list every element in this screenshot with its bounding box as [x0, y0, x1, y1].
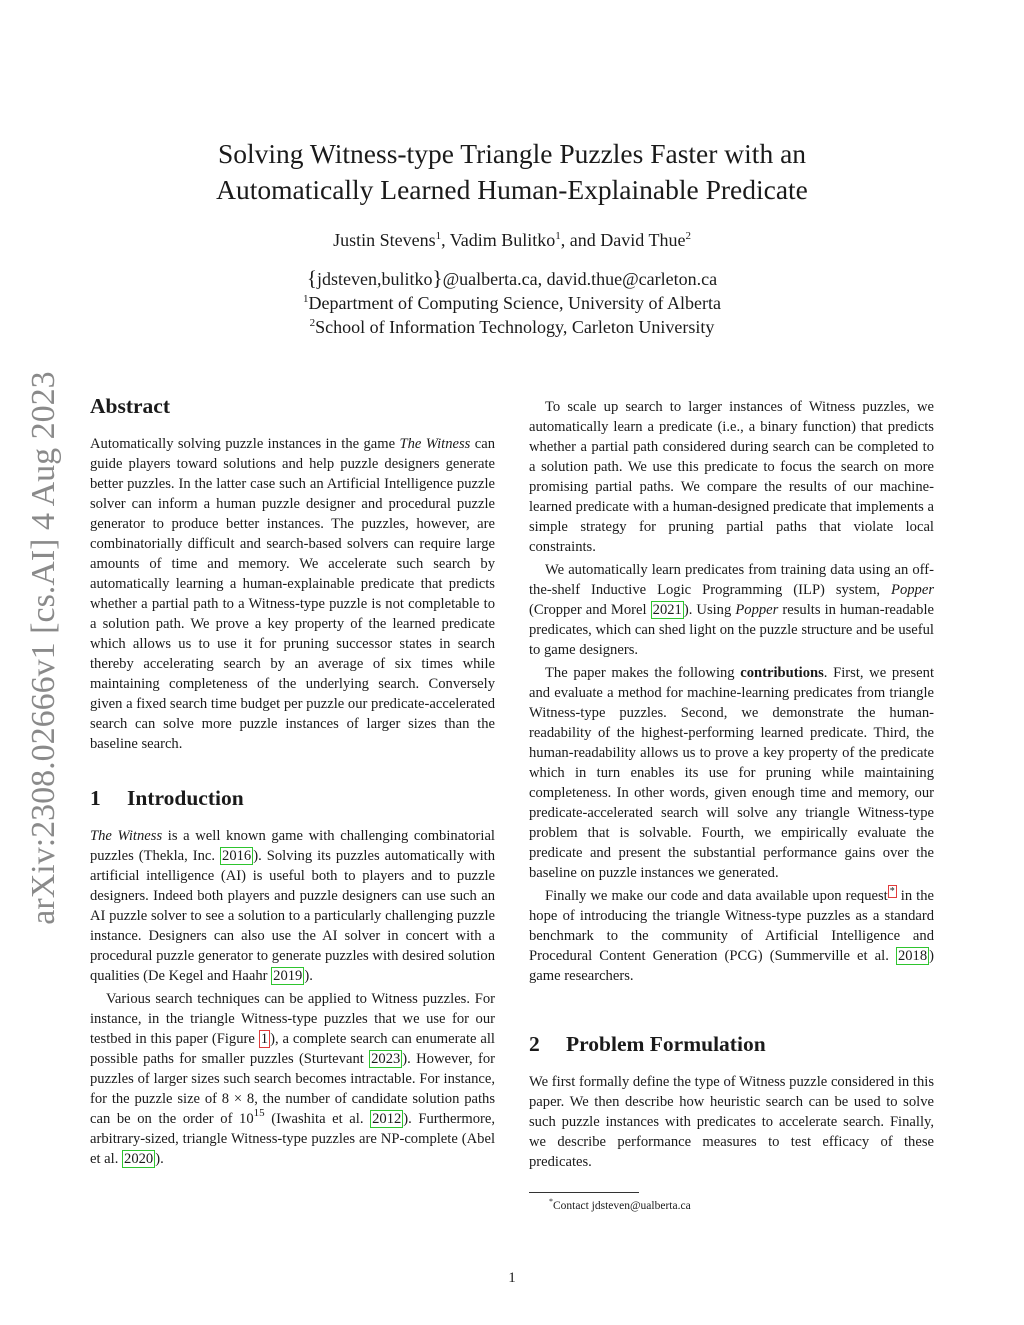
- abstract-text-part: Automatically solving puzzle instances in the game: [90, 436, 400, 452]
- paragraph-text: Various search techniques can be applied to Witness puzzles. For instance, in the triangle Witness-type puzzles that we use for our testbed in this paper (Figure: [90, 991, 495, 1047]
- math-exponent: 15: [253, 1107, 265, 1119]
- paragraph-text: ). Solving its puzzles automatically with artificial intelligence (AI) is useful both to players and to puzzle designers. Indeed both players and puzzle designers can use such an AI puzzle solver to see a solution to a particularly challenging puzzle instance. Designers can also use the AI solver in concert with a procedural puzzle generator to generate puzzles with desired solution qualities (De Kegel and Haahr: [90, 848, 495, 984]
- emphasis-contributions: contributions: [740, 665, 824, 681]
- figure-reference-link[interactable]: 1: [260, 1031, 269, 1047]
- section-heading-problem-formulation: [529, 1030, 934, 1058]
- paragraph-text: (Iwashita et al.: [264, 1111, 371, 1127]
- abstract-heading: Abstract: [90, 394, 171, 418]
- intro-paragraph-1: [90, 826, 495, 986]
- author-name: Justin Stevens: [333, 230, 436, 250]
- paragraph-text: ) game researchers.: [529, 948, 934, 984]
- paper-title: [0, 136, 1024, 208]
- math-expression: 8 × 8: [221, 1091, 255, 1107]
- affiliation-line: [0, 315, 1024, 339]
- footnote-divider: [529, 1192, 639, 1193]
- paragraph-text: in the hope of introducing the triangle Witness-type puzzles as a standard benchmark to the community of Artificial Intelligence and Procedural Content Generation (PCG) (Summerville et al.: [529, 888, 934, 964]
- email-domains: @ualberta.ca, david.thue@carleton.ca: [442, 269, 718, 289]
- abstract-text: [90, 434, 495, 754]
- title-line-1: Solving Witness-type Triangle Puzzles Faster with an: [217, 138, 807, 169]
- footnote: [529, 1199, 934, 1213]
- abstract-text-part: can guide players toward solutions and help puzzle designers generate better puzzles. In the latter case such an Artificial Intelligence puzzle solver can inform a human puzzle designer and procedural puzzle generator to produce better instances. The puzzles, however, are combinatorially difficult and search-based solvers can require large amounts of time and memory. We accelerate such search by automatically learning a human-explainable predicate that predicts whether a partial path to a Witness-type puzzle is not completable to a solution path. We prove a key property of the learned predicate which allows us to use it for pruning successor states in search thereby accelerating search by an average of six times while maintaining completeness of the underlying search. Conversely given a fixed search time budget per puzzle our predicate-accelerated search can solve more puzzle instances of larger sizes than the baseline search.: [90, 436, 495, 752]
- section-number: 2: [529, 1032, 540, 1056]
- citation-link[interactable]: 2019: [273, 968, 303, 984]
- citation-link[interactable]: 2016: [222, 848, 252, 864]
- footnote-text: Contact jdsteven@ualberta.ca: [553, 1200, 691, 1212]
- paragraph-text: ). Using: [683, 602, 736, 618]
- paragraph-text: , the number of candidate solution paths can be on the order of: [90, 1091, 496, 1127]
- citation-link[interactable]: 2023: [371, 1051, 401, 1067]
- author-name: Vadim Bulitko: [449, 230, 556, 250]
- right-paragraph-3: [529, 663, 934, 883]
- paragraph-text: results in human-readable predicates, which can shed light on the puzzle structure and be useful to game designers.: [529, 602, 934, 658]
- citation-link[interactable]: 2020: [124, 1151, 154, 1167]
- section-number: 1: [90, 786, 101, 810]
- author-name: David Thue: [600, 230, 686, 250]
- author-separator: , and: [560, 230, 601, 250]
- game-title: The Witness: [90, 828, 163, 844]
- author-affiliation-mark: 2: [685, 230, 691, 242]
- section-heading-introduction: [90, 784, 495, 812]
- system-name: Popper: [735, 602, 779, 618]
- affiliation-mark: 1: [303, 293, 309, 305]
- arxiv-identifier: arXiv:2308.02666v1 [cs.AI] 4 Aug 2023: [25, 371, 62, 925]
- right-paragraph-2: [529, 560, 934, 660]
- paragraph-text: ). Furthermore, arbitrary-sized, triangle Witness-type puzzles are NP-complete (Abel et al.: [90, 1111, 495, 1167]
- left-column: [90, 392, 495, 1169]
- author-affiliation-mark: 1: [555, 230, 561, 242]
- paragraph-text: (Cropper and Morel: [529, 602, 651, 618]
- intro-paragraph-2: [90, 989, 495, 1169]
- paragraph-text: We automatically learn predicates from training data using an off-the-shelf Inductive Logic Programming (ILP) system,: [529, 562, 934, 598]
- brace-close: }: [432, 266, 443, 290]
- citation-link[interactable]: 2018: [897, 948, 928, 964]
- right-column: [529, 397, 934, 1213]
- affiliation-mark: 2: [309, 317, 316, 329]
- paragraph-text: ), a complete search can enumerate all possible paths for smaller puzzles (Sturtevant: [90, 1031, 495, 1067]
- author-separator: ,: [441, 230, 450, 250]
- author-emails: [0, 266, 1024, 291]
- footnote-link[interactable]: *: [889, 886, 895, 897]
- page-number: 1: [508, 1270, 516, 1286]
- paragraph-text: . First, we present and evaluate a method for machine-learning predicates from triangle Witness-type puzzles. Second, we demonstrate the human-readability of the highest-performing learned predicate. Third, the human-readability allows us to prove a key property of the predicate which in turn enables its use for pruning while maintaining completeness. In other words, given enough time and memory, our predicate-accelerated search will solve any triangle Witness-type problem that is solvable. Fourth, we empirically evaluate the predicate and present the substantial performance gains over the baseline on puzzle instances we generated.: [529, 665, 934, 881]
- section-title: Introduction: [127, 786, 244, 810]
- math-expression: 10: [239, 1111, 254, 1127]
- author-list: [0, 228, 1024, 252]
- right-paragraph-1: To scale up search to larger instances of Witness puzzles, we automatically learn a predicate (i.e., a binary function) that predicts whether a partial path considered during search can be completed to a solution path. We use this predicate to focus the search on more promising partial paths. We compare the results of our machine-learned predicate with a human-designed predicate that implements a simple strategy for pruning partial paths that violate local constraints.: [529, 399, 934, 555]
- paragraph-text: Finally we make our code and data available upon request: [545, 888, 888, 904]
- citation-link[interactable]: 2012: [372, 1111, 402, 1127]
- game-title: The Witness: [399, 436, 471, 452]
- section-title: Problem Formulation: [566, 1032, 766, 1056]
- title-line-2: Automatically Learned Human-Explainable Predicate: [216, 174, 808, 205]
- right-paragraph-4: [529, 886, 934, 986]
- paragraph-text: ).: [304, 968, 313, 984]
- affiliation-line: [0, 291, 1024, 315]
- author-affiliations: [0, 266, 1024, 339]
- author-affiliation-mark: 1: [435, 230, 442, 242]
- affiliation-text: Department of Computing Science, University of Alberta: [308, 293, 721, 313]
- paragraph-text: ).: [155, 1151, 164, 1167]
- problem-paragraph-1: We first formally define the type of Witness puzzle considered in this paper. We then describe how heuristic search can be used to solve such puzzle instances with predicates to accelerate search. Finally, we describe performance measures to test efficacy of these predicates.: [529, 1074, 934, 1170]
- affiliation-text: School of Information Technology, Carleton University: [315, 317, 715, 337]
- citation-link[interactable]: 2021: [652, 602, 682, 618]
- email-names: jdsteven,bulitko: [316, 269, 433, 289]
- paragraph-text: ). However, for puzzles of larger sizes such search becomes intractable. For instance, for the puzzle size of: [90, 1051, 496, 1107]
- system-name: Popper: [891, 582, 934, 598]
- paragraph-text: is a well known game with challenging combinatorial puzzles (Thekla, Inc.: [90, 828, 495, 864]
- footnote-mark: *: [549, 1197, 553, 1206]
- brace-open: {: [306, 266, 317, 290]
- paragraph-text: The paper makes the following: [545, 665, 741, 681]
